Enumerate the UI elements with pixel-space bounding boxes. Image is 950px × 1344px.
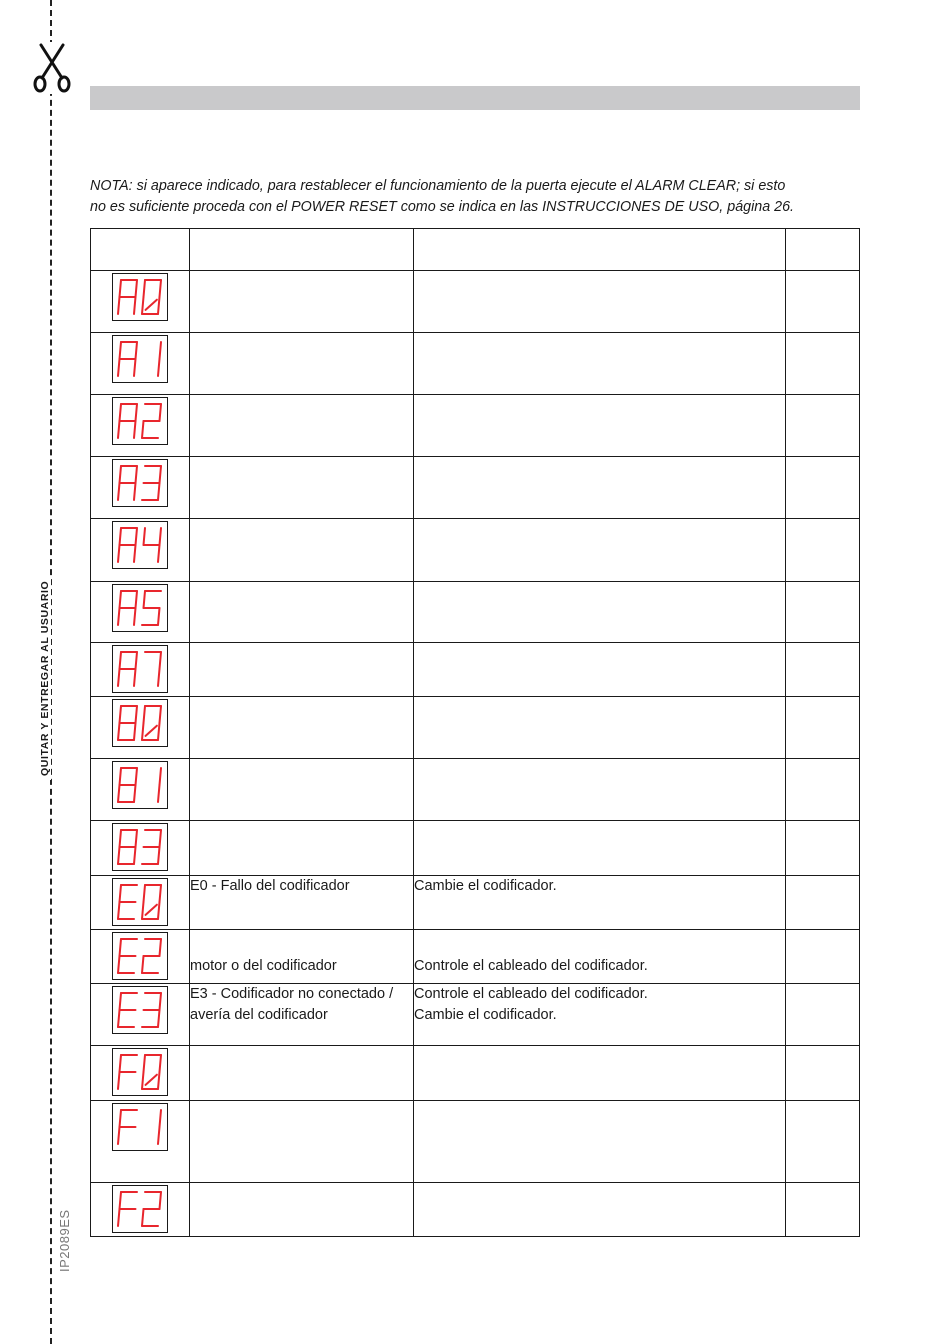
- cause-cell: [190, 1183, 414, 1237]
- seven-segment-display-b3: [112, 823, 168, 871]
- section-title-bar: [90, 86, 860, 110]
- header-cell-code: [91, 229, 190, 271]
- extra-cell: [786, 930, 860, 984]
- cause-cell: [190, 395, 414, 457]
- action-cell: [414, 643, 786, 697]
- extra-cell: [786, 1046, 860, 1101]
- cause-cell: [190, 821, 414, 876]
- action-cell: [414, 697, 786, 759]
- note-line-1: NOTA: si aparece indicado, para restablecer el funcionamiento de la puerta ejecute el ALARM CLEAR; si esto: [90, 178, 786, 194]
- seven-segment-display-a5: [112, 584, 168, 632]
- code-cell: [91, 333, 190, 395]
- table-row: [91, 519, 860, 582]
- extra-cell: [786, 582, 860, 643]
- cause-cell: [190, 333, 414, 395]
- extra-cell: [786, 333, 860, 395]
- table-header-row: [91, 229, 860, 271]
- seven-segment-display-a1: [112, 335, 168, 383]
- header-cell-extra: [786, 229, 860, 271]
- seven-segment-display-a4: [112, 521, 168, 569]
- extra-cell: [786, 821, 860, 876]
- extra-cell: [786, 643, 860, 697]
- extra-cell: [786, 876, 860, 930]
- scissors-icon: [32, 42, 72, 94]
- table-row: [91, 930, 860, 984]
- table-row: [91, 1101, 860, 1183]
- code-cell: [91, 643, 190, 697]
- seven-segment-display-a2: [112, 397, 168, 445]
- action-cell: [414, 821, 786, 876]
- table-row: [91, 395, 860, 457]
- table-row: [91, 457, 860, 519]
- code-cell: [91, 519, 190, 582]
- action-cell: [414, 519, 786, 582]
- extra-cell: [786, 697, 860, 759]
- table-row: [91, 333, 860, 395]
- seven-segment-display-a0: [112, 273, 168, 321]
- table-row: [91, 271, 860, 333]
- table-row: [91, 876, 860, 930]
- cause-cell: [190, 519, 414, 582]
- cause-cell: [190, 271, 414, 333]
- code-cell: [91, 582, 190, 643]
- alarm-code-table: [90, 228, 860, 1237]
- cause-cell: [190, 457, 414, 519]
- code-cell: [91, 821, 190, 876]
- action-cell: Controle el cableado del codificador.: [414, 930, 786, 984]
- seven-segment-display-b1: [112, 761, 168, 809]
- header-cell-action: [414, 229, 786, 271]
- action-cell: [414, 759, 786, 821]
- cause-cell: E0 - Fallo del codificador: [190, 876, 414, 930]
- code-cell: [91, 395, 190, 457]
- action-cell: [414, 457, 786, 519]
- cause-cell: [190, 697, 414, 759]
- code-cell: [91, 876, 190, 930]
- cause-cell: [190, 643, 414, 697]
- document-code: IP2089ES: [57, 1209, 72, 1272]
- seven-segment-display-e3: [112, 986, 168, 1034]
- extra-cell: [786, 1183, 860, 1237]
- extra-cell: [786, 519, 860, 582]
- code-cell: [91, 759, 190, 821]
- code-cell: [91, 271, 190, 333]
- code-cell: [91, 1183, 190, 1237]
- action-cell: [414, 395, 786, 457]
- extra-cell: [786, 271, 860, 333]
- table-row: [91, 697, 860, 759]
- action-cell: [414, 1046, 786, 1101]
- seven-segment-display-f2: [112, 1185, 168, 1233]
- action-cell: Cambie el codificador.: [414, 876, 786, 930]
- action-cell: [414, 271, 786, 333]
- action-cell: [414, 1183, 786, 1237]
- seven-segment-display-e0: [112, 878, 168, 926]
- seven-segment-display-a3: [112, 459, 168, 507]
- code-cell: [91, 457, 190, 519]
- cause-cell: motor o del codificador: [190, 930, 414, 984]
- code-cell: [91, 1101, 190, 1183]
- cause-cell: [190, 582, 414, 643]
- seven-segment-display-a7: [112, 645, 168, 693]
- cause-cell: [190, 1101, 414, 1183]
- table-row: [91, 1183, 860, 1237]
- extra-cell: [786, 759, 860, 821]
- table-row: [91, 1046, 860, 1101]
- code-cell: [91, 930, 190, 984]
- action-cell: [414, 333, 786, 395]
- action-cell: [414, 582, 786, 643]
- cut-out-instruction: QUITAR Y ENTREGAR AL USUARIO: [39, 577, 51, 780]
- extra-cell: [786, 984, 860, 1046]
- seven-segment-display-b0: [112, 699, 168, 747]
- header-cell-cause: [190, 229, 414, 271]
- note-paragraph: [90, 176, 862, 218]
- extra-cell: [786, 457, 860, 519]
- extra-cell: [786, 395, 860, 457]
- seven-segment-display-f1: [112, 1103, 168, 1151]
- table-row: [91, 643, 860, 697]
- table-row: [91, 821, 860, 876]
- code-cell: [91, 697, 190, 759]
- table-row: [91, 759, 860, 821]
- action-line: Controle el cableado del codificador.: [414, 986, 648, 1002]
- action-cell: [414, 984, 786, 1046]
- seven-segment-display-e2: [112, 932, 168, 980]
- seven-segment-display-f0: [112, 1048, 168, 1096]
- note-line-2: no es suficiente proceda con el POWER RESET como se indica en las INSTRUCCIONES DE USO, página 26.: [90, 199, 795, 215]
- code-cell: [91, 984, 190, 1046]
- table-row: [91, 582, 860, 643]
- cause-cell: [190, 759, 414, 821]
- cause-cell: E3 - Codificador no conectado / avería del codificador: [190, 984, 414, 1046]
- table-row: [91, 984, 860, 1046]
- action-line: Cambie el codificador.: [414, 1007, 557, 1023]
- action-cell: [414, 1101, 786, 1183]
- cause-cell: [190, 1046, 414, 1101]
- extra-cell: [786, 1101, 860, 1183]
- code-cell: [91, 1046, 190, 1101]
